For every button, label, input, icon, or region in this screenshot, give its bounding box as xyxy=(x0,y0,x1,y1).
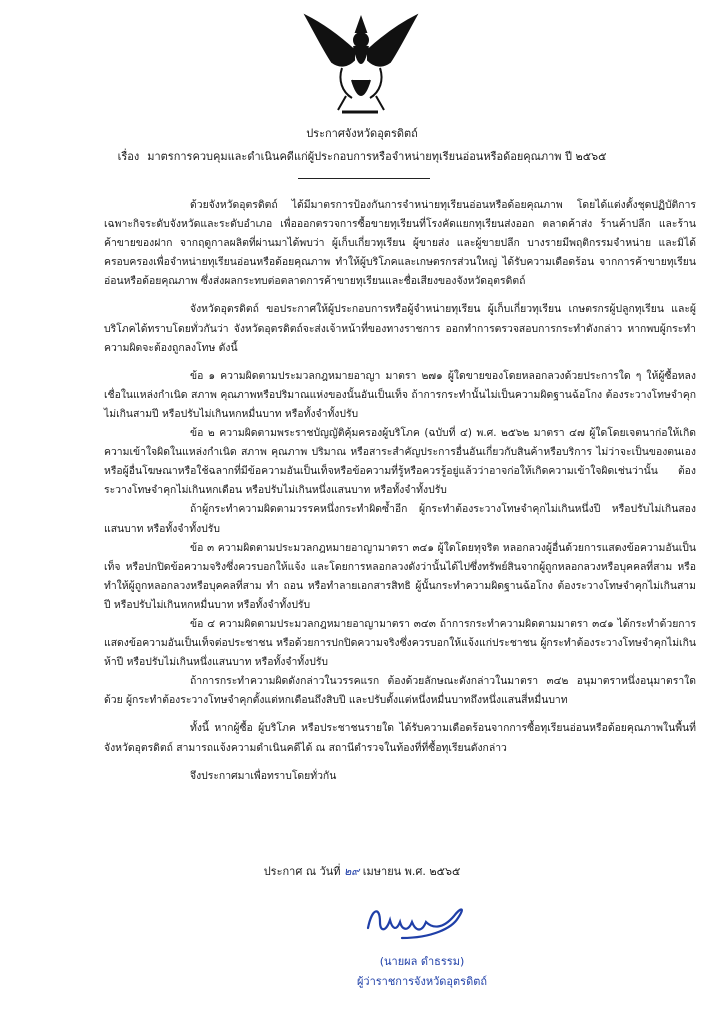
announcement-date xyxy=(0,862,724,880)
paragraph-clause-3: ข้อ ๓ ความผิดตามประมวลกฎหมายอาญามาตรา ๓๔๑ ผู้ใดโดยทุจริต หลอกลวงผู้อื่นด้วยการแสดงข้อความอันเป็นเท็จ หรือปกปิดข้อความจริงซึ่งควรบอกให้แจ้ง และโดยการหลอกลวงดังว่านั้นได้ไปซึ่งทรัพย์สินจากผู้ถูกหลอกลวงหรือบุคคลที่สาม หรือทำให้ผู้ถูกหลอกลวงหรือบุคคลที่สาม ทำ ถอน หรือทำลายเอกสารสิทธิ ผู้นั้นกระทำความผิดฐานฉ้อโกง ต้องระวางโทษจำคุกไม่เกินสามปี หรือปรับไม่เกินหกหมื่นบาท หรือทั้งจำทั้งปรับ xyxy=(104,541,696,611)
garuda-emblem xyxy=(302,10,420,118)
subject-label: เรื่อง xyxy=(117,150,140,163)
paragraph-clause-4-aggravated: ถ้าการกระทำความผิดดังกล่าวในวรรคแรก ต้องด้วยลักษณะดังกล่าวในมาตรา ๓๔๒ อนุมาตราหนึ่งอนุมาตราใดด้วย ผู้กระทำต้องระวางโทษจำคุกตั้งแต่หกเดือนถึงสิบปี และปรับตั้งแต่หนึ่งหมื่นบาทถึงหนึ่งแสนสี่หมื่นบาท xyxy=(104,675,696,707)
paragraph-clause-2: ข้อ ๒ ความผิดตามพระราชบัญญัติคุ้มครองผู้บริโภค (ฉบับที่ ๔) พ.ศ. ๒๕๖๒ มาตรา ๔๗ ผู้ใดโดยเจตนาก่อให้เกิดความเข้าใจผิดในแหล่งกำเนิด สภาพ คุณภาพ ปริมาณ หรือสาระสำคัญประการอื่นอันเกี่ยวกับสินค้าหรือบริการ ไม่ว่าจะเป็นของตนเองหรือผู้อื่นโฆษณาหรือใช้ฉลากที่มีข้อความอันเป็นเท็จหรือข้อความที่รู้หรือควรรู้อยู่แล้วว่าอาจก่อให้เกิดความเข้าใจผิดเช่นว่านั้น ต้องระวางโทษจำคุกไม่เกินหกเดือน หรือปรับไม่เกินหนึ่งแสนบาท หรือทั้งจำทั้งปรับ xyxy=(104,427,696,497)
paragraph-clause-4: ข้อ ๔ ความผิดตามประมวลกฎหมายอาญามาตรา ๓๔๓ ถ้าการกระทำความผิดตามมาตรา ๓๔๑ ได้กระทำด้วยการแสดงข้อความอันเป็นเท็จต่อประชาชน หรือด้วยการปกปิดความจริงซึ่งควรบอกให้แจ้งแก่ประชาชน ผู้กระทำต้องระวางโทษจำคุกไม่เกินห้าปี หรือปรับไม่เกินหนึ่งแสนบาท หรือทั้งจำทั้งปรับ xyxy=(104,617,696,669)
paragraph-intro: ด้วยจังหวัดอุตรดิตถ์ ได้มีมาตรการป้องกันการจำหน่ายทุเรียนอ่อนหรือด้อยคุณภาพ โดยได้แต่งตั้งชุดปฏิบัติการเฉพาะกิจระดับจังหวัดและระดับอำเภอ เพื่อออกตรวจการซื้อขายทุเรียนที่โรงคัดแยกทุเรียนส่งออก ตลาดค้าส่ง ร้านค้าปลีก และร้านค้าขายของฝาก จากฤดูกาลผลิตที่ผ่านมาได้พบว่า ผู้เก็บเกี่ยวทุเรียน ผู้ขายส่ง และผู้ขายปลีก บางรายมีพฤติกรรมจำหน่าย และมิได้ครอบครองเพื่อจำหน่ายทุเรียนอ่อนหรือด้อยคุณภาพ ทำให้ผู้บริโภคและเกษตรกรส่วนใหญ่ ได้รับความเดือดร้อน จากการค้าขายทุเรียนอ่อนหรือด้อยคุณภาพ ซึ่งส่งผลกระทบต่อตลาดการค้าขายทุเรียนและชื่อเสียงของจังหวัดอุตรดิตถ์ xyxy=(104,199,696,288)
signer-block xyxy=(342,952,502,992)
paragraph-clause-2-repeat: ถ้าผู้กระทำความผิดตามวรรคหนึ่งกระทำผิดซ้ำอีก ผู้กระทำต้องระวางโทษจำคุกไม่เกินหนึ่งปี หรือปรับไม่เกินสองแสนบาท หรือทั้งจำทั้งปรับ xyxy=(104,503,696,535)
date-prefix: ประกาศ ณ วันที่ xyxy=(263,865,341,878)
date-day: ๒๙ xyxy=(343,865,360,878)
handwritten-signature xyxy=(362,898,472,942)
issuer-title: ประกาศจังหวัดอุตรดิตถ์ xyxy=(306,127,418,140)
paragraph-notice: จังหวัดอุตรดิตถ์ ขอประกาศให้ผู้ประกอบการหรือผู้จำหน่ายทุเรียน ผู้เก็บเกี่ยวทุเรียน เกษตรกรผู้ปลูกทุเรียน และผู้บริโภคได้ทราบโดยทั่วกันว่า จังหวัดอุตรดิตถ์จะส่งเจ้าหน้าที่ของทางราชการ ออกทำการตรวจสอบการกระทำดังกล่าว หากพบผู้กระทำความผิดจะต้องถูกลงโทษ ดังนี้ xyxy=(104,303,696,354)
date-month-year: เมษายน พ.ศ. ๒๕๖๕ xyxy=(362,865,461,878)
signer-name: (นายผล ดำธรรม) xyxy=(379,955,465,968)
announcement-body xyxy=(104,196,696,795)
paragraph-complaint: ทั้งนี้ หากผู้ซื้อ ผู้บริโภค หรือประชาชนรายใด ได้รับความเดือดร้อนจากการซื้อทุเรียนอ่อนหรือด้อยคุณภาพในพื้นที่จังหวัดอุตรดิตถ์ สามารถแจ้งความดำเนินคดีได้ ณ สถานีตำรวจในท้องที่ที่ซื้อทุเรียนดังกล่าว xyxy=(104,722,696,754)
paragraph-clause-1: ข้อ ๑ ความผิดตามประมวลกฎหมายอาญา มาตรา ๒๗๑ ผู้ใดขายของโดยหลอกลวงด้วยประการใด ๆ ให้ผู้ซื้อหลงเชื่อในแหล่งกำเนิด สภาพ คุณภาพหรือปริมาณแห่งของนั้นอันเป็นเท็จ ถ้าการกระทำนั้นไม่เป็นความผิดฐานฉ้อโกง ต้องระวางโทษจำคุกไม่เกินสามปี หรือปรับไม่เกินหกหมื่นบาท หรือทั้งจำทั้งปรับ xyxy=(104,369,696,420)
header-divider xyxy=(298,178,430,179)
subject-text: มาตรการควบคุมและดำเนินคดีแก่ผู้ประกอบการหรือจำหน่ายทุเรียนอ่อนหรือด้อยคุณภาพ ปี ๒๕๖๕ xyxy=(147,150,607,163)
paragraph-closing: จึงประกาศมาเพื่อทราบโดยทั่วกัน xyxy=(190,769,337,782)
subject-line xyxy=(0,147,724,165)
signer-position: ผู้ว่าราชการจังหวัดอุตรดิตถ์ xyxy=(356,975,488,988)
